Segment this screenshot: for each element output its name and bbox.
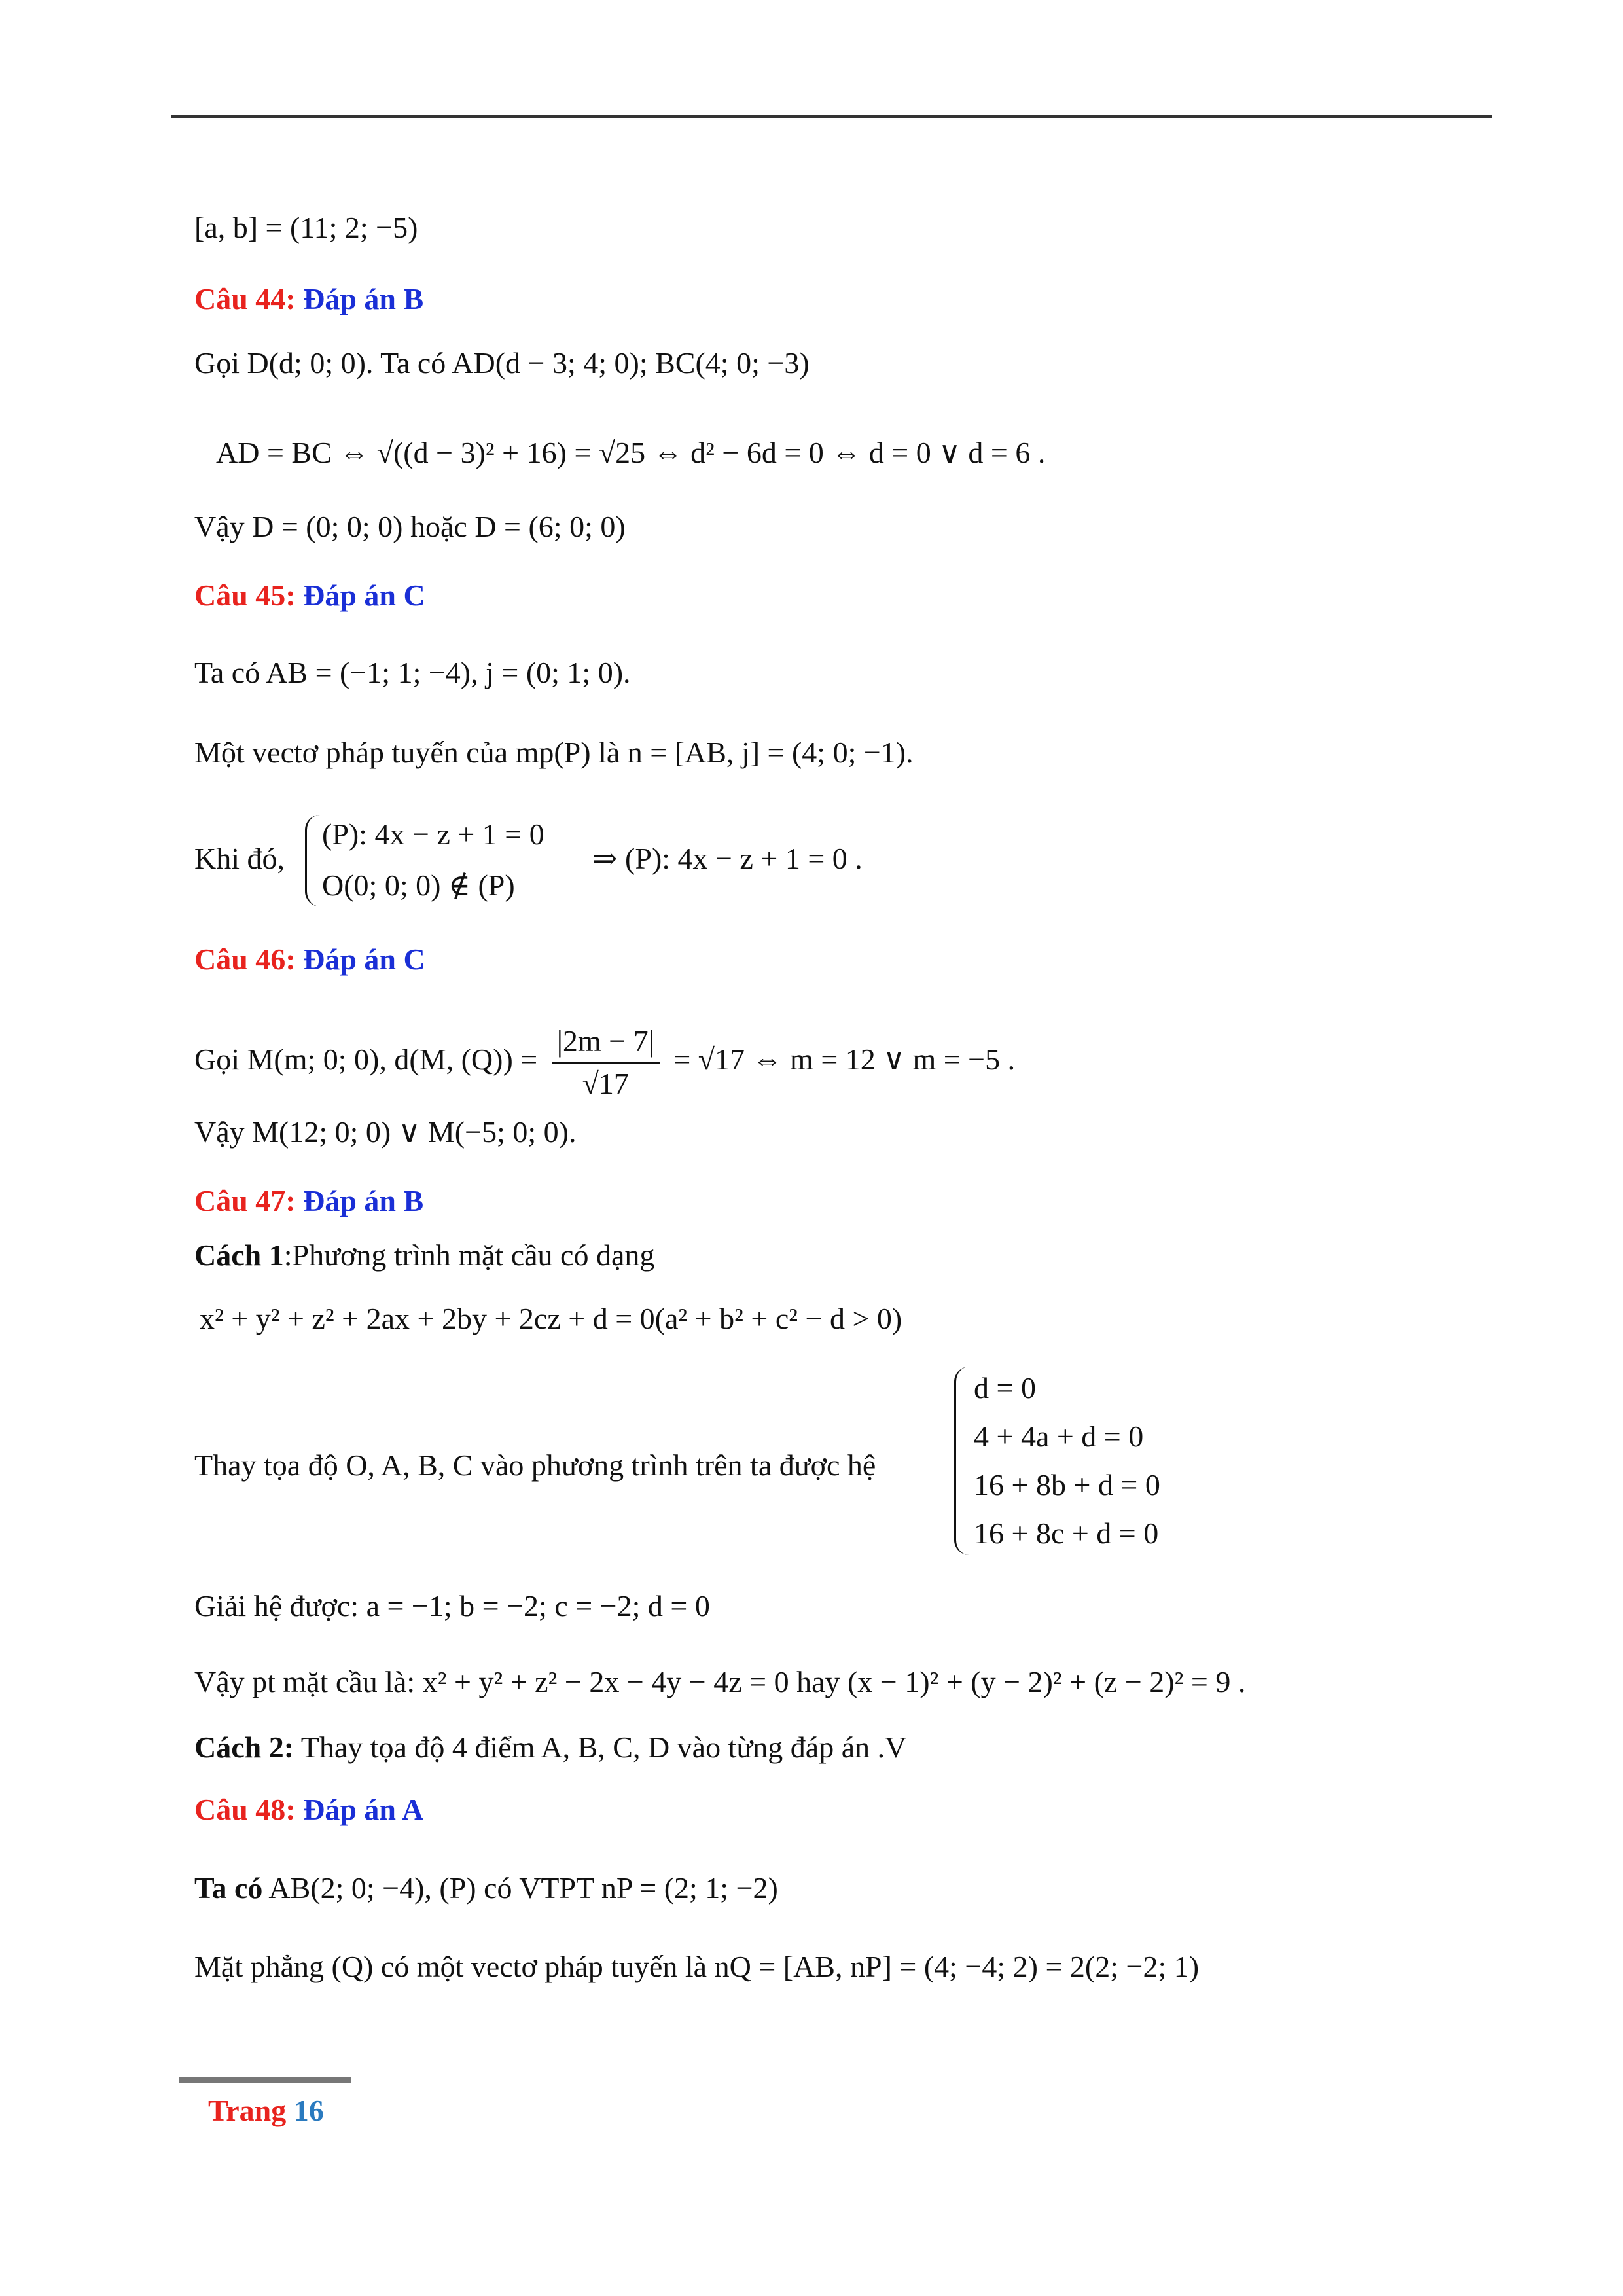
q45-system-result: ⇒ (P): 4x − z + 1 = 0 . (592, 842, 863, 875)
question-48-label: Câu 48: (194, 1793, 296, 1826)
q44-line-2: AD = BC ⇔ √((d − 3)² + 16) = √25 ⇔ d² − 6d = 0 ⇔ d = 0 ∨ d = 6 . (216, 436, 1046, 469)
question-45-label: Câu 45: (194, 579, 296, 612)
q47-method-2-line (194, 1728, 906, 1767)
q47-solution: Giải hệ được: a = −1; b = −2; c = −2; d = 0 (194, 1589, 710, 1623)
question-47-answer: Đáp án B (303, 1184, 424, 1217)
q48-line-1-text: AB(2; 0; −4), (P) có VTPT nP = (2; 1; −2) (268, 1871, 778, 1905)
q45-line-2: Một vectơ pháp tuyến của mp(P) là n = [AB, j] = (4; 0; −1). (194, 736, 914, 769)
q48-line-1-prefix: Ta có (194, 1871, 263, 1905)
q46-line-1 (194, 1021, 1015, 1104)
question-47-label: Câu 47: (194, 1184, 296, 1217)
q47-sphere-equation: Vậy pt mặt cầu là: x² + y² + z² − 2x − 4y − 4z = 0 hay (x − 1)² + (y − 2)² + (z − 2)² = 9 . (194, 1665, 1246, 1698)
question-48-heading (194, 1790, 423, 1829)
system-brace-q45 (305, 815, 320, 906)
question-47-heading (194, 1181, 423, 1221)
system-brace-q47 (954, 1367, 969, 1555)
method-2-text: Thay tọa độ 4 điểm A, B, C, D vào từng đáp án .V (300, 1731, 907, 1764)
q45-system-eq2: O(0; 0; 0) ∉ (P) (322, 869, 515, 902)
q47-system-eq2: 4 + 4a + d = 0 (974, 1420, 1144, 1453)
q46-line-1-prefix: Gọi M(m; 0; 0), d(M, (Q)) = (194, 1043, 538, 1077)
q45-system-eq1: (P): 4x − z + 1 = 0 (322, 817, 544, 851)
q47-method-1-line (194, 1236, 654, 1275)
q44-line-3: Vậy D = (0; 0; 0) hoặc D = (6; 0; 0) (194, 510, 626, 543)
q46-line-2: Vậy M(12; 0; 0) ∨ M(−5; 0; 0). (194, 1115, 577, 1149)
fraction-numerator: |2m − 7| (552, 1021, 660, 1064)
method-1-text: :Phương trình mặt cầu có dạng (283, 1238, 655, 1272)
question-44-heading (194, 279, 423, 319)
question-48-answer: Đáp án A (303, 1793, 424, 1826)
q45-line-3-prefix: Khi đó, (194, 842, 285, 875)
q48-line-1 (194, 1869, 778, 1908)
footer-label: Trang (208, 2094, 287, 2127)
method-2-label: Cách 2: (194, 1731, 294, 1764)
cross-product-line: [a, b] = (11; 2; −5) (194, 211, 418, 244)
footer-rule (179, 2077, 351, 2083)
question-45-answer: Đáp án C (303, 579, 425, 612)
distance-fraction (552, 1021, 660, 1104)
q46-line-1-suffix: = √17 ⇔ m = 12 ∨ m = −5 . (673, 1043, 1016, 1077)
q44-line-1: Gọi D(d; 0; 0). Ta có AD(d − 3; 4; 0); BC(4; 0; −3) (194, 346, 810, 380)
question-46-heading (194, 940, 425, 979)
fraction-denominator: √17 (582, 1067, 629, 1100)
q47-system-eq3: 16 + 8b + d = 0 (974, 1468, 1160, 1501)
method-1-label: Cách 1 (194, 1238, 284, 1272)
q45-line-1: Ta có AB = (−1; 1; −4), j = (0; 1; 0). (194, 656, 631, 689)
question-46-label: Câu 46: (194, 942, 296, 976)
question-46-answer: Đáp án C (303, 942, 425, 976)
sphere-general-equation: x² + y² + z² + 2ax + 2by + 2cz + d = 0(a² + b² + c² − d > 0) (200, 1302, 902, 1335)
question-44-answer: Đáp án B (303, 282, 424, 315)
q47-system-eq4: 16 + 8c + d = 0 (974, 1516, 1159, 1550)
q47-system-eq1: d = 0 (974, 1371, 1036, 1405)
q48-line-2: Mặt phẳng (Q) có một vectơ pháp tuyến là nQ = [AB, nP] = (4; −4; 2) = 2(2; −2; 1) (194, 1950, 1200, 1983)
question-45-heading (194, 576, 425, 615)
header-rule (171, 115, 1492, 118)
question-44-label: Câu 44: (194, 282, 296, 315)
page-number: 16 (293, 2094, 324, 2127)
q47-substitution-text: Thay tọa độ O, A, B, C vào phương trình trên ta được hệ (194, 1448, 876, 1482)
page-footer (208, 2093, 324, 2128)
